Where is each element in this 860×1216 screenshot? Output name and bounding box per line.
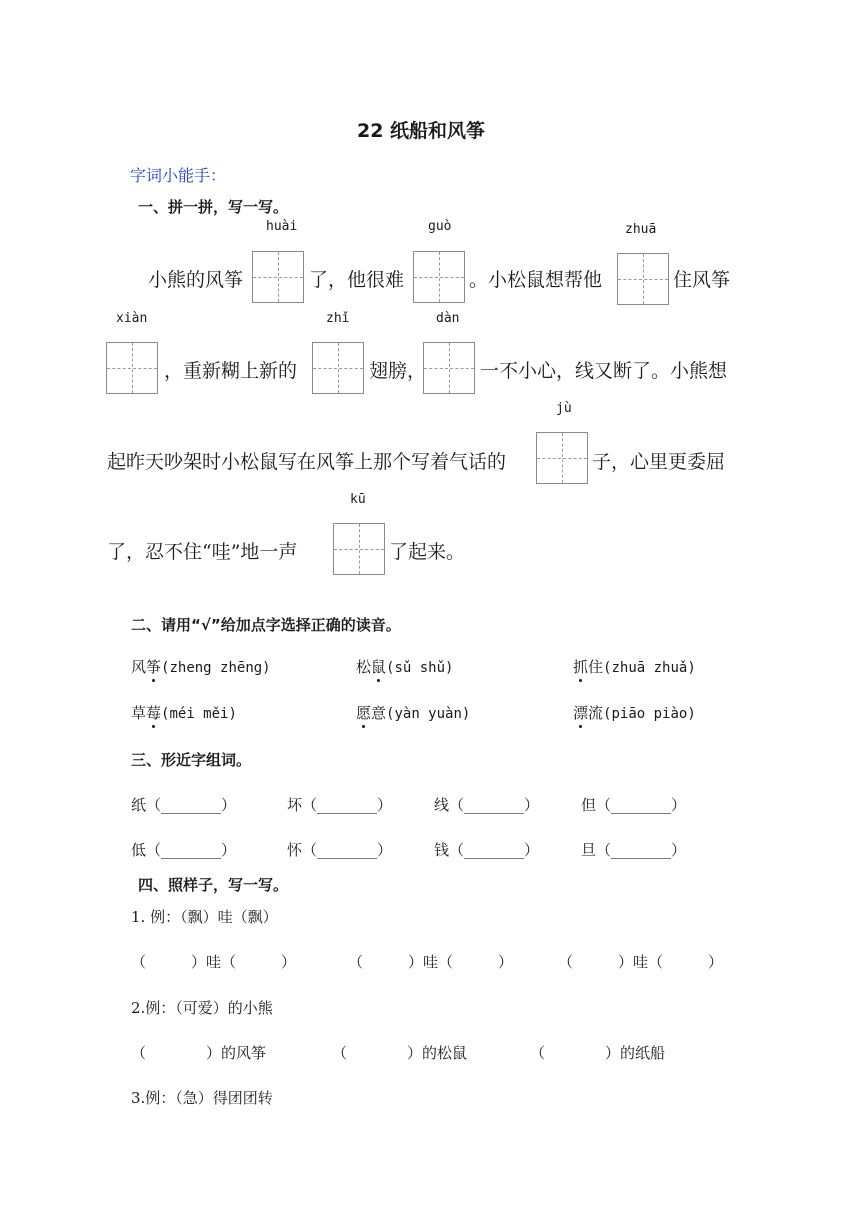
reading-option: 草莓(méi měi) [131,704,237,722]
fill-blank[interactable]: （ ）哇（ ） [348,953,514,971]
word-blank[interactable]: 线（________） [434,796,540,814]
writing-box[interactable] [333,523,385,575]
pinyin-label: guò [428,219,452,234]
passage-text: 子，心里更委屈 [592,451,726,473]
writing-box[interactable] [252,251,304,303]
dotted-char: 漂 [573,704,589,722]
pinyin-choices[interactable]: (zheng zhēng) [161,660,271,676]
word-blank[interactable]: 低（________） [131,841,237,859]
dotted-char: 莓 [146,704,162,722]
pinyin-label: huài [266,219,298,234]
reading-option: 愿意(yàn yuàn) [356,704,471,722]
s1-heading: 一、拼一拼，写一写。 [138,198,289,216]
reading-option: 漂流(piāo piào) [573,704,696,722]
pinyin-label: zhuā [625,222,657,237]
example-line: 1. 例：（飘）哇（飘） [131,908,278,926]
writing-box[interactable] [423,342,475,394]
reading-option: 抓住(zhuā zhuǎ) [573,658,696,676]
pinyin-label: xiàn [116,311,148,326]
pinyin-choices[interactable]: (yàn yuàn) [386,706,471,722]
pinyin-label: dàn [436,311,460,326]
passage-text: 住风筝 [673,269,731,291]
reading-option: 风筝(zheng zhēng) [131,658,271,676]
passage-text: 小熊的风筝 [148,269,244,291]
pinyin-choices[interactable]: (zhuā zhuǎ) [603,660,696,676]
page-title: 22 纸船和风筝 [357,120,486,142]
pinyin-choices[interactable]: (sǔ shǔ) [386,660,454,676]
writing-box[interactable] [536,432,588,484]
pinyin-label: jù [556,401,572,416]
pinyin-choices[interactable]: (méi měi) [161,706,237,722]
writing-box[interactable] [413,251,465,303]
passage-text: 了，忍不住“哇”地一声 [107,541,298,563]
passage-text: 起昨天吵架时小松鼠写在风筝上那个写着气话的 [107,451,507,473]
pinyin-label: zhǐ [326,311,350,326]
fill-blank[interactable]: （ ）的风筝 [131,1044,267,1062]
word-blank[interactable]: 旦（________） [581,841,687,859]
dotted-char: 愿 [356,704,372,722]
passage-text: 了起来。 [389,541,466,563]
section-label: 字词小能手： [130,166,227,185]
passage-text: 。小松鼠想帮他 [469,269,603,291]
word-blank[interactable]: 坏（________） [287,796,393,814]
word-blank[interactable]: 纸（________） [131,796,237,814]
word-blank[interactable]: 钱（________） [434,841,540,859]
word-blank[interactable]: 但（________） [581,796,687,814]
pinyin-choices[interactable]: (piāo piào) [603,706,696,722]
passage-text: 一不小心，线又断了。小熊想 [480,360,728,382]
dotted-char: 抓 [573,658,589,676]
fill-blank[interactable]: （ ）哇（ ） [558,953,724,971]
s3-heading: 三、形近字组词。 [131,751,252,769]
dotted-char: 鼠 [371,658,387,676]
fill-blank[interactable]: （ ）的纸船 [530,1044,666,1062]
fill-blank[interactable]: （ ）的松鼠 [332,1044,468,1062]
passage-text: 翅膀， [369,360,427,382]
passage-text: 了，他很难 [309,269,405,291]
passage-text: ，重新糊上新的 [164,360,298,382]
s4-heading: 四、照样子，写一写。 [138,876,289,894]
fill-blank[interactable]: （ ）哇（ ） [131,953,297,971]
word-blank[interactable]: 怀（________） [287,841,393,859]
writing-box[interactable] [106,342,158,394]
reading-option: 松鼠(sǔ shǔ) [356,658,454,676]
dotted-char: 筝 [146,658,162,676]
writing-box[interactable] [617,253,669,305]
writing-box[interactable] [312,342,364,394]
pinyin-label: kū [350,492,366,507]
example-line: 2.例：（可爱）的小熊 [131,999,273,1017]
s2-heading: 二、请用“√”给加点字选择正确的读音。 [131,616,401,634]
example-line: 3.例：（急）得团团转 [131,1089,273,1107]
